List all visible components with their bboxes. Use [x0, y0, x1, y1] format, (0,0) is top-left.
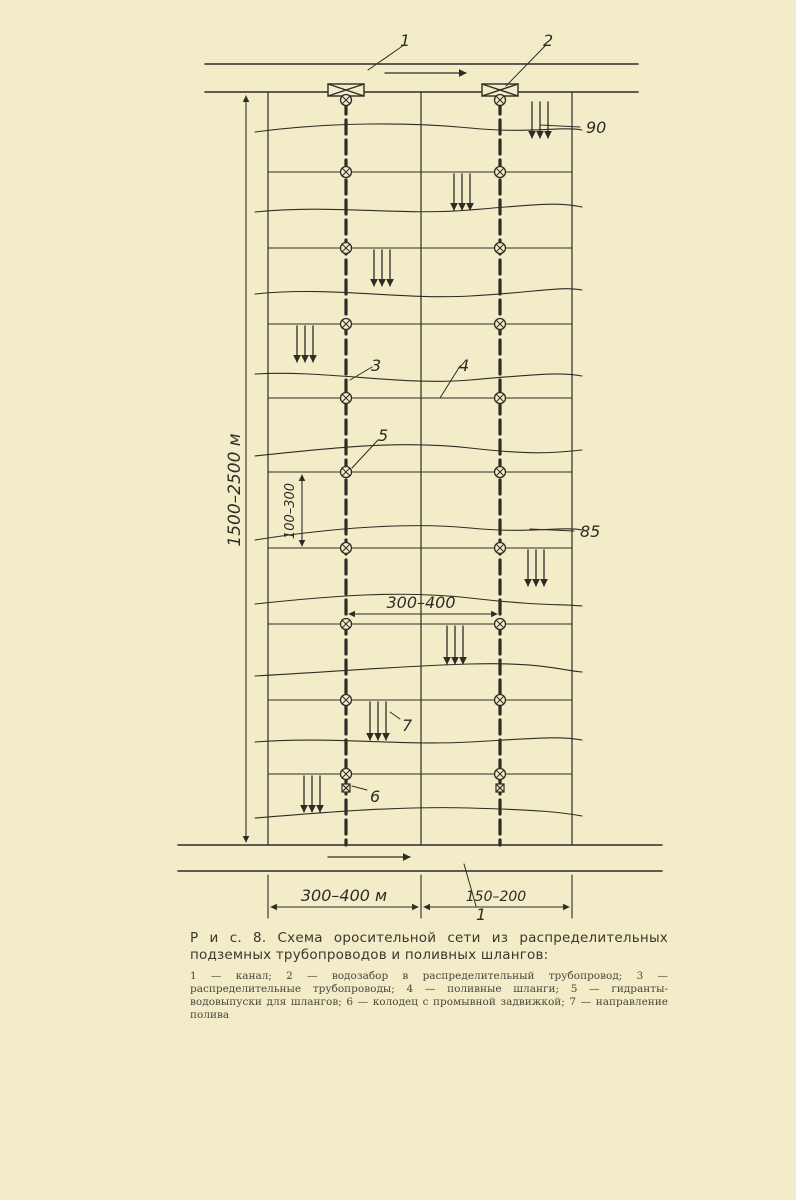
irrigation-direction-arrows [297, 102, 548, 812]
dimension-field-length: 1500–2500 м [225, 433, 245, 547]
label-direction: 7 [402, 716, 413, 735]
label-canal-bottom: 1 [476, 905, 487, 920]
flushing-wells [342, 784, 504, 792]
label-well: 6 [370, 787, 381, 806]
dimension-hose-spacing: 100–300 [283, 482, 298, 540]
dimension-edge-spacing: 150–200 [465, 889, 527, 905]
water-intakes [328, 84, 518, 96]
dimension-pipeline-spacing: 300–400 [386, 593, 456, 612]
label-hose: 4 [459, 356, 470, 375]
canal-bottom [178, 845, 662, 871]
label-hydrant: 5 [378, 426, 389, 445]
figure-caption [190, 930, 668, 1022]
dimension-pipeline-spacing-bottom: 300–400 м [300, 886, 388, 905]
leader-lines [350, 45, 580, 906]
caption-title: Р и с. 8. Схема оросительной сети из распределительных подземных трубопроводов и поливных шлангов: [190, 930, 668, 963]
hose-rows [268, 172, 572, 774]
contour-label-90: 90 [586, 118, 607, 137]
label-intake: 2 [543, 31, 554, 50]
hydrants [341, 95, 506, 780]
label-canal-top: 1 [400, 31, 411, 50]
contour-label-85: 85 [580, 522, 601, 541]
contour-lines [255, 124, 582, 818]
canal-top [205, 64, 638, 92]
label-pipeline: 3 [371, 356, 382, 375]
caption-legend: 1 — канал; 2 — водозабор в распределительный трубопровод; 3 — распределительные трубопроводы; 4 — поливные шланги; 5 — гидранты-водовыпуски для шлангов; 6 — колодец с промывной задвижкой; 7 — направление полива [190, 970, 668, 1021]
